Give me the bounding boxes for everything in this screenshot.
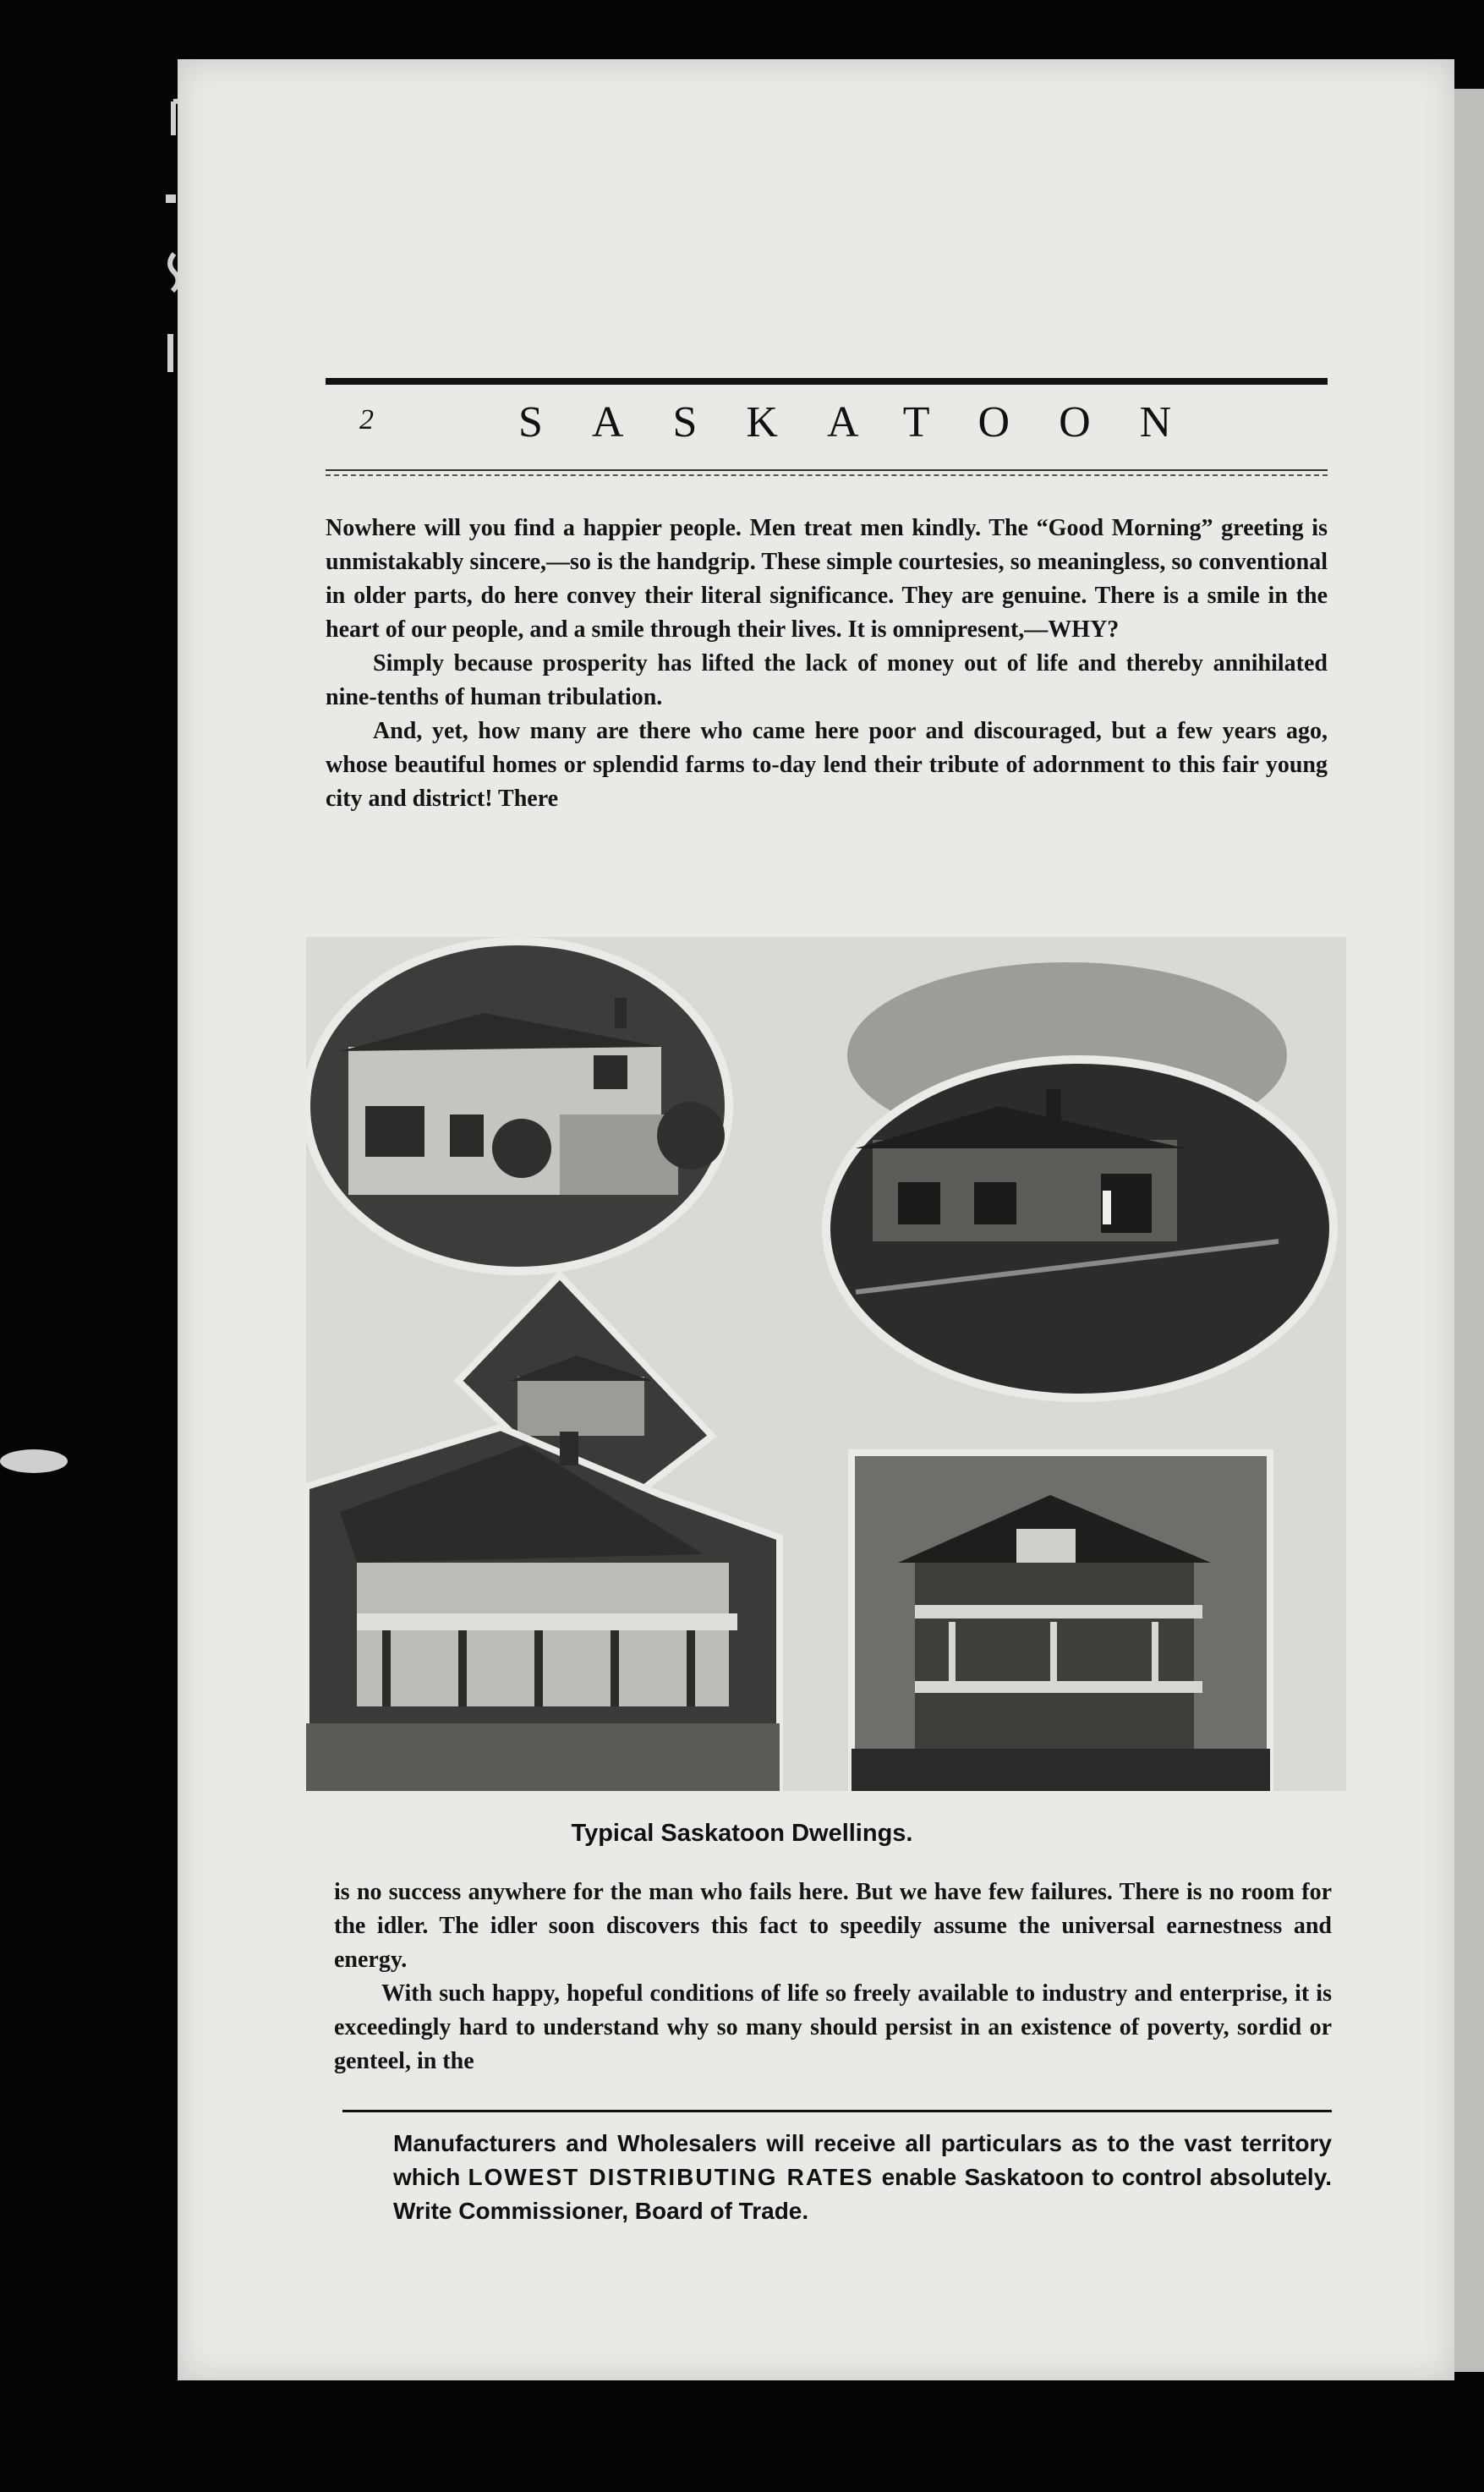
body-text-bottom (334, 1876, 1332, 2078)
running-title: SASKATOON (518, 398, 1221, 446)
scan-edge-marks (0, 0, 194, 2492)
paragraph: And, yet, how many are there who came here poor and discouraged, but a few years ago, whose beautiful homes or splendid farms to-day lend their tribute of adornment to this fair young city and district! There (326, 718, 1328, 812)
paragraph: Nowhere will you find a happier people. Men treat men kindly. The “Good Morning” greeting is unmistakably sincere,—so is the handgrip. These simple courtesies, so meaningless, so conventional in older parts, do here convey their literal significance. They are genuine. There is a smile in the heart of our people, and a smile through their lives. It is omnipresent,—WHY? (326, 515, 1328, 643)
notice-emphasis: LOWEST DISTRIBUTING RATES (468, 2164, 874, 2190)
page-number: 2 (359, 404, 374, 435)
photo-top-right (826, 1060, 1333, 1398)
advertisement-notice (393, 2127, 1332, 2228)
running-header (326, 397, 1328, 457)
body-text-top (326, 512, 1328, 816)
footer-rule (342, 2110, 1332, 2112)
paragraph: Simply because prosperity has lifted the lack of money out of life and thereby annihilated nine-tenths of human tribulation. (326, 650, 1328, 710)
photo-top-left (306, 941, 729, 1271)
page-edge-shadow (1450, 89, 1484, 2372)
paragraph: is no success anywhere for the man who fails here. But we have few failures. There is no room for the idler. The idler soon discovers this fact to speedily assume the universal earnestness and energy. (334, 1879, 1332, 1973)
photo-bottom-right (852, 1453, 1270, 1791)
header-rule (326, 378, 1328, 385)
dwellings-photo-collage (306, 937, 1346, 1791)
notice-text: Manufacturers and Wholesalers will receive all particulars as to the vast territory which (393, 2130, 1332, 2190)
illustration-caption: Typical Saskatoon Dwellings. (571, 1820, 913, 1847)
header-double-rule (326, 469, 1328, 476)
paragraph: With such happy, hopeful conditions of life so freely available to industry and enterprise, it is exceedingly hard to understand why so many should persist in an existence of poverty, sordid or genteel, in the (334, 1980, 1332, 2074)
notice-text: enable Saskatoon to control absolutely. Write Commissioner, Board of Trade. (393, 2164, 1332, 2224)
